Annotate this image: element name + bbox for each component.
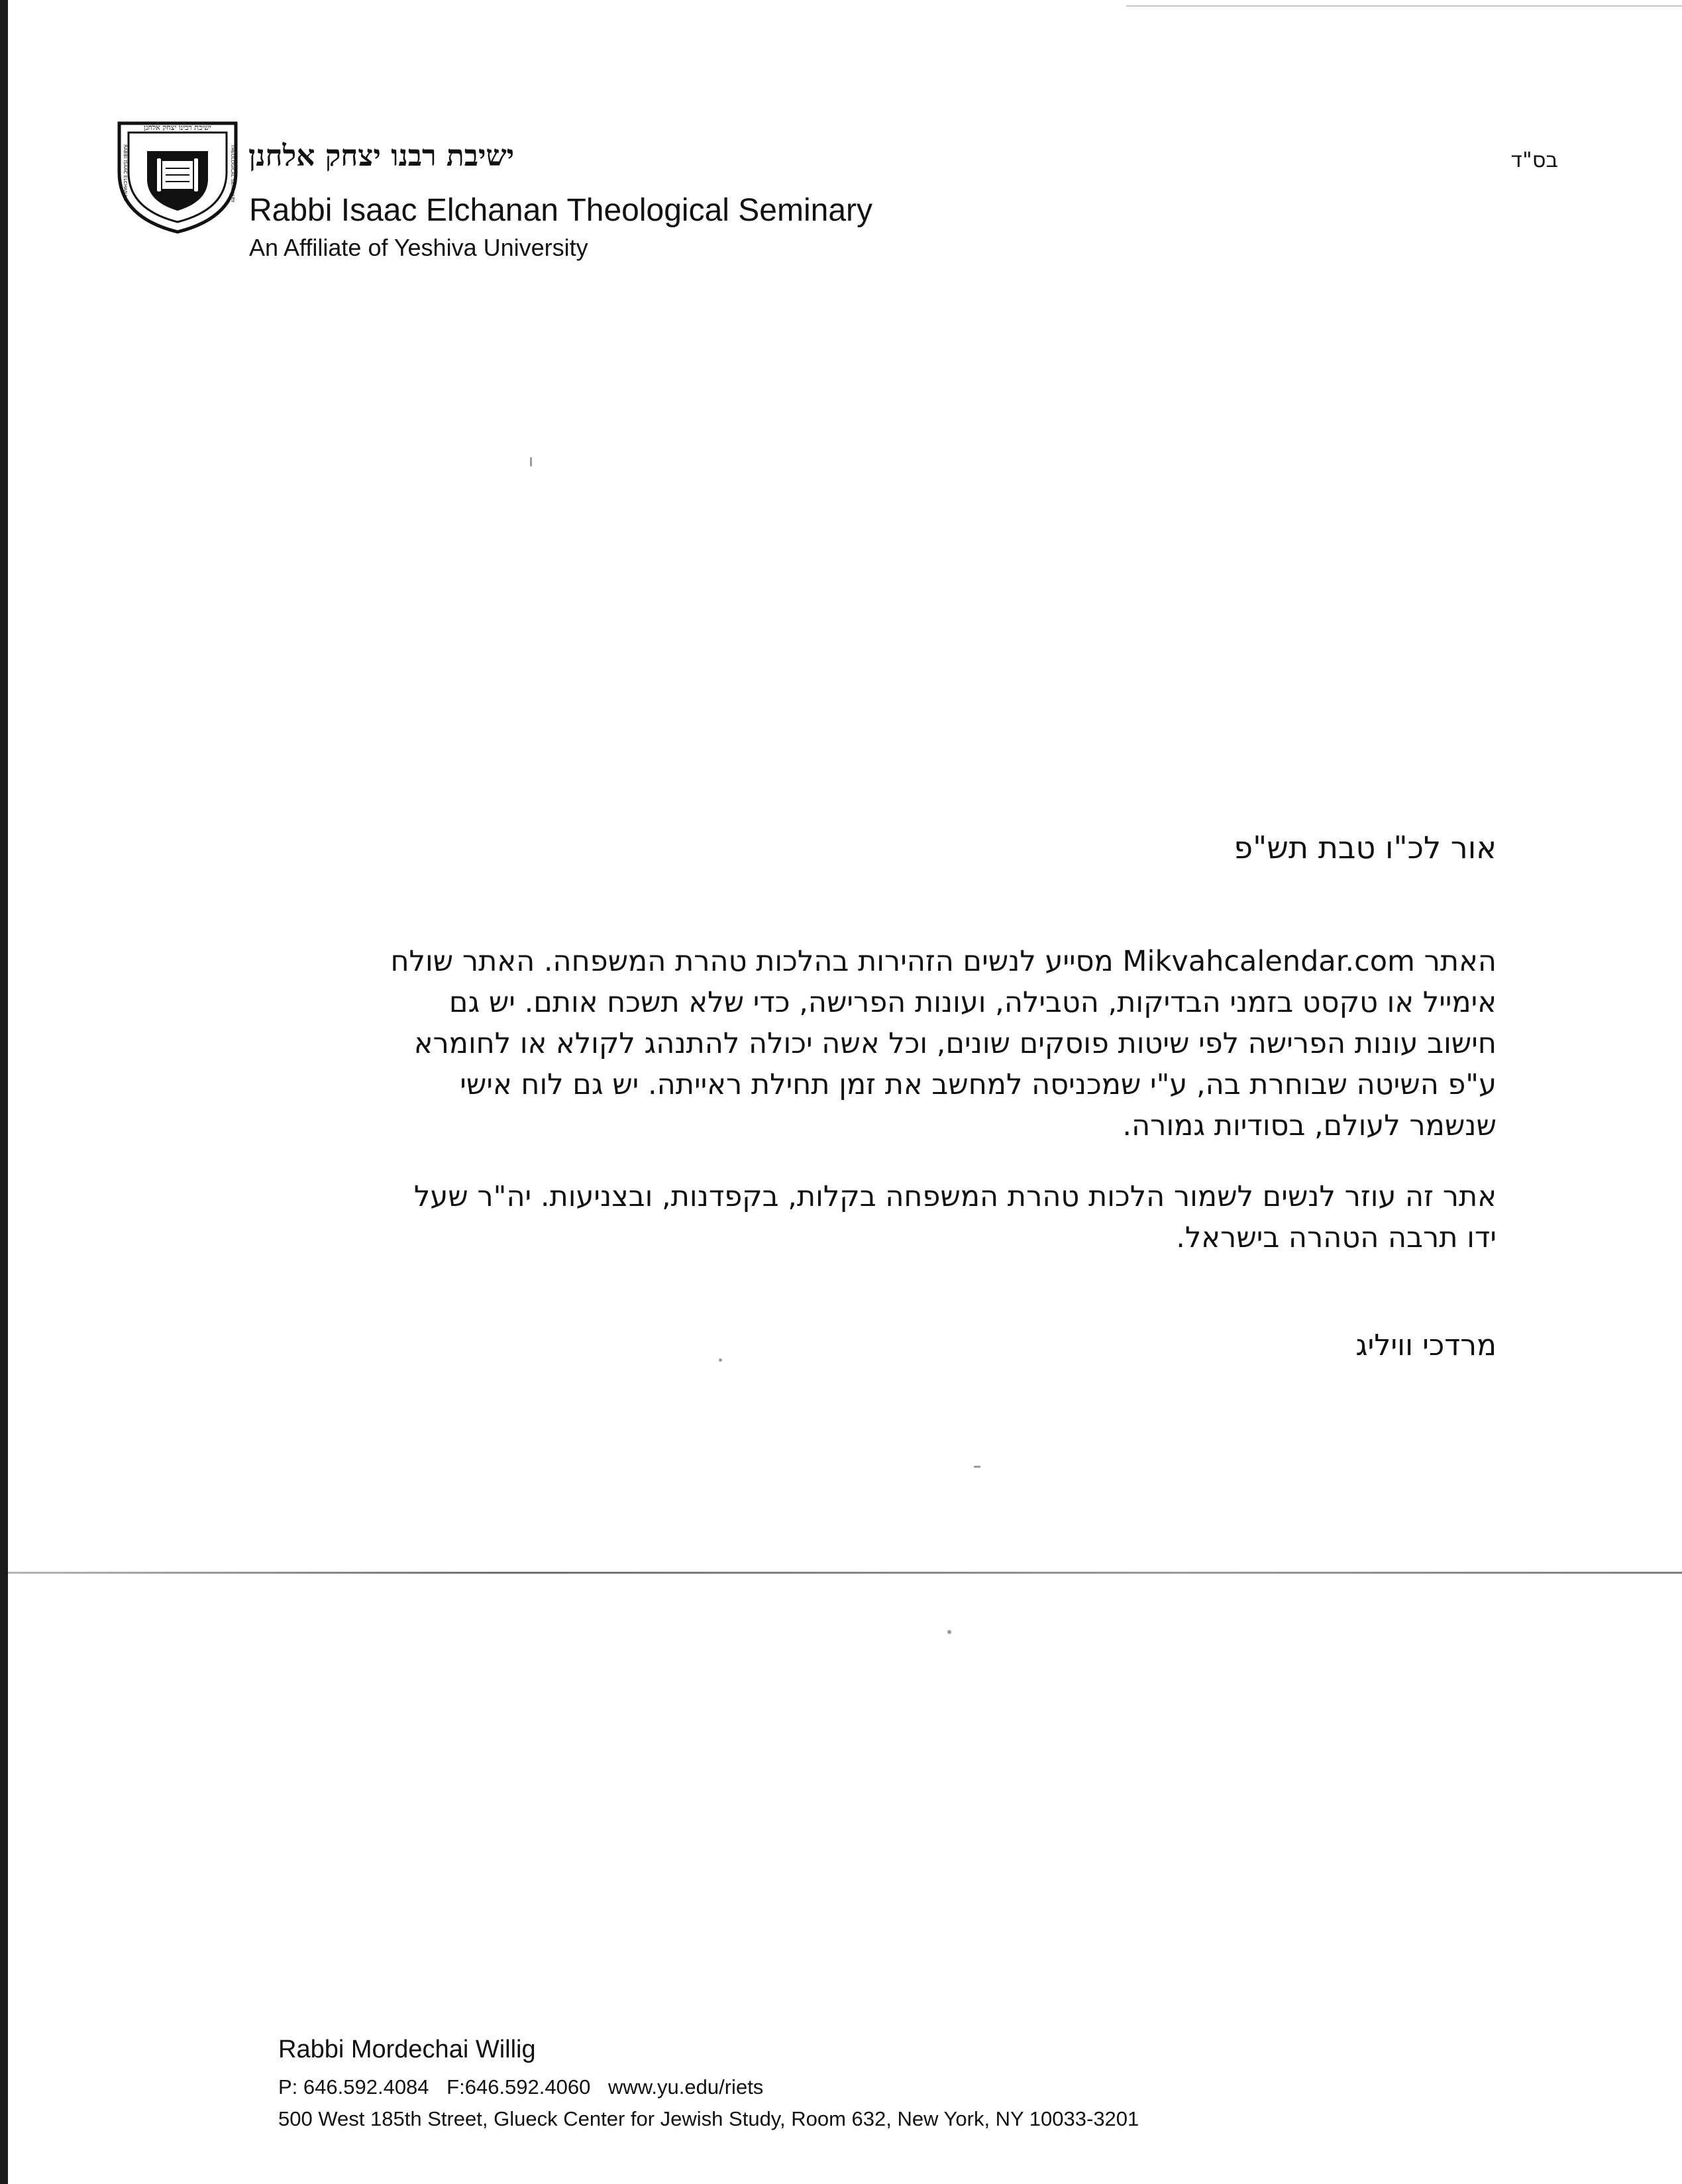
paragraph-line: שנשמר לעולם, בסודיות גמורה.: [1122, 1109, 1497, 1142]
paragraph-line: ידו תרבה הטהרה בישראל.: [1176, 1221, 1497, 1254]
seminary-seal-logo: [113, 118, 242, 235]
paragraph-line: אתר זה עוזר לנשים לשמור הלכות טהרת המשפחה בקלות, בקפדנות, ובצניעות. יה"ר שעל: [413, 1180, 1497, 1213]
footer-website: www.yu.edu/riets: [607, 2075, 764, 2099]
seminary-name-english: Rabbi Isaac Elchanan Theological Seminary: [249, 193, 872, 228]
scan-speck: [530, 457, 532, 466]
signature-hebrew: מרדכי וויליג: [1355, 1329, 1497, 1362]
scan-line: [1126, 5, 1682, 7]
paragraph-line: ע"פ השיטה שבוחרת בה, ע"י שמכניסה למחשב את זמן תחילת ראייתה. יש גם לוח אישי: [460, 1068, 1497, 1101]
letter-date: אור לכ"ו טבת תש"פ: [1234, 830, 1497, 865]
letter-paragraph-1: [390, 941, 1497, 1146]
footer-name: Rabbi Mordechai Willig: [278, 2036, 536, 2063]
footer-contact: [278, 2075, 775, 2099]
footer-fax: F:646.592.4060: [447, 2075, 591, 2099]
svg-text:THEOLOGICAL SEMINARY: THEOLOGICAL SEMINARY: [230, 144, 235, 203]
bsd-header: בס"ד: [1510, 147, 1558, 172]
seminary-name-hebrew: ישיבת רבנו יצחק אלחנן: [248, 139, 515, 173]
scan-speck: [719, 1358, 722, 1362]
seminary-affiliation: An Affiliate of Yeshiva University: [249, 234, 588, 261]
paragraph-line: אימייל או טקסט בזמני הבדיקות, הטבילה, ועונות הפרישה, כדי שלא תשכח אותם. יש גם: [448, 986, 1497, 1019]
paragraph-line: האתר Mikvahcalendar.com מסייע לנשים הזהירות בהלכות טהרת המשפחה. האתר שולח: [390, 945, 1497, 978]
svg-text:RABBI ISAAC ELCHANAN: RABBI ISAAC ELCHANAN: [123, 144, 128, 201]
scan-edge: [0, 0, 8, 2184]
footer-phone: P: 646.592.4084: [278, 2075, 429, 2099]
paragraph-line: חישוב עונות הפרישה לפי שיטות פוסקים שונים, וכל אשה יכולה להתנהג לקולא או לחומרא: [413, 1027, 1497, 1060]
letter-paragraph-2: [414, 1176, 1497, 1258]
fold-line: [8, 1572, 1682, 1574]
scan-speck: [947, 1630, 951, 1634]
svg-text:ישיבת רבינו יצחק אלחנן: ישיבת רבינו יצחק אלחנן: [144, 123, 211, 132]
scan-speck: [974, 1466, 980, 1468]
footer-address: 500 West 185th Street, Glueck Center for Jewish Study, Room 632, New York, NY 10033-3201: [278, 2107, 1139, 2130]
